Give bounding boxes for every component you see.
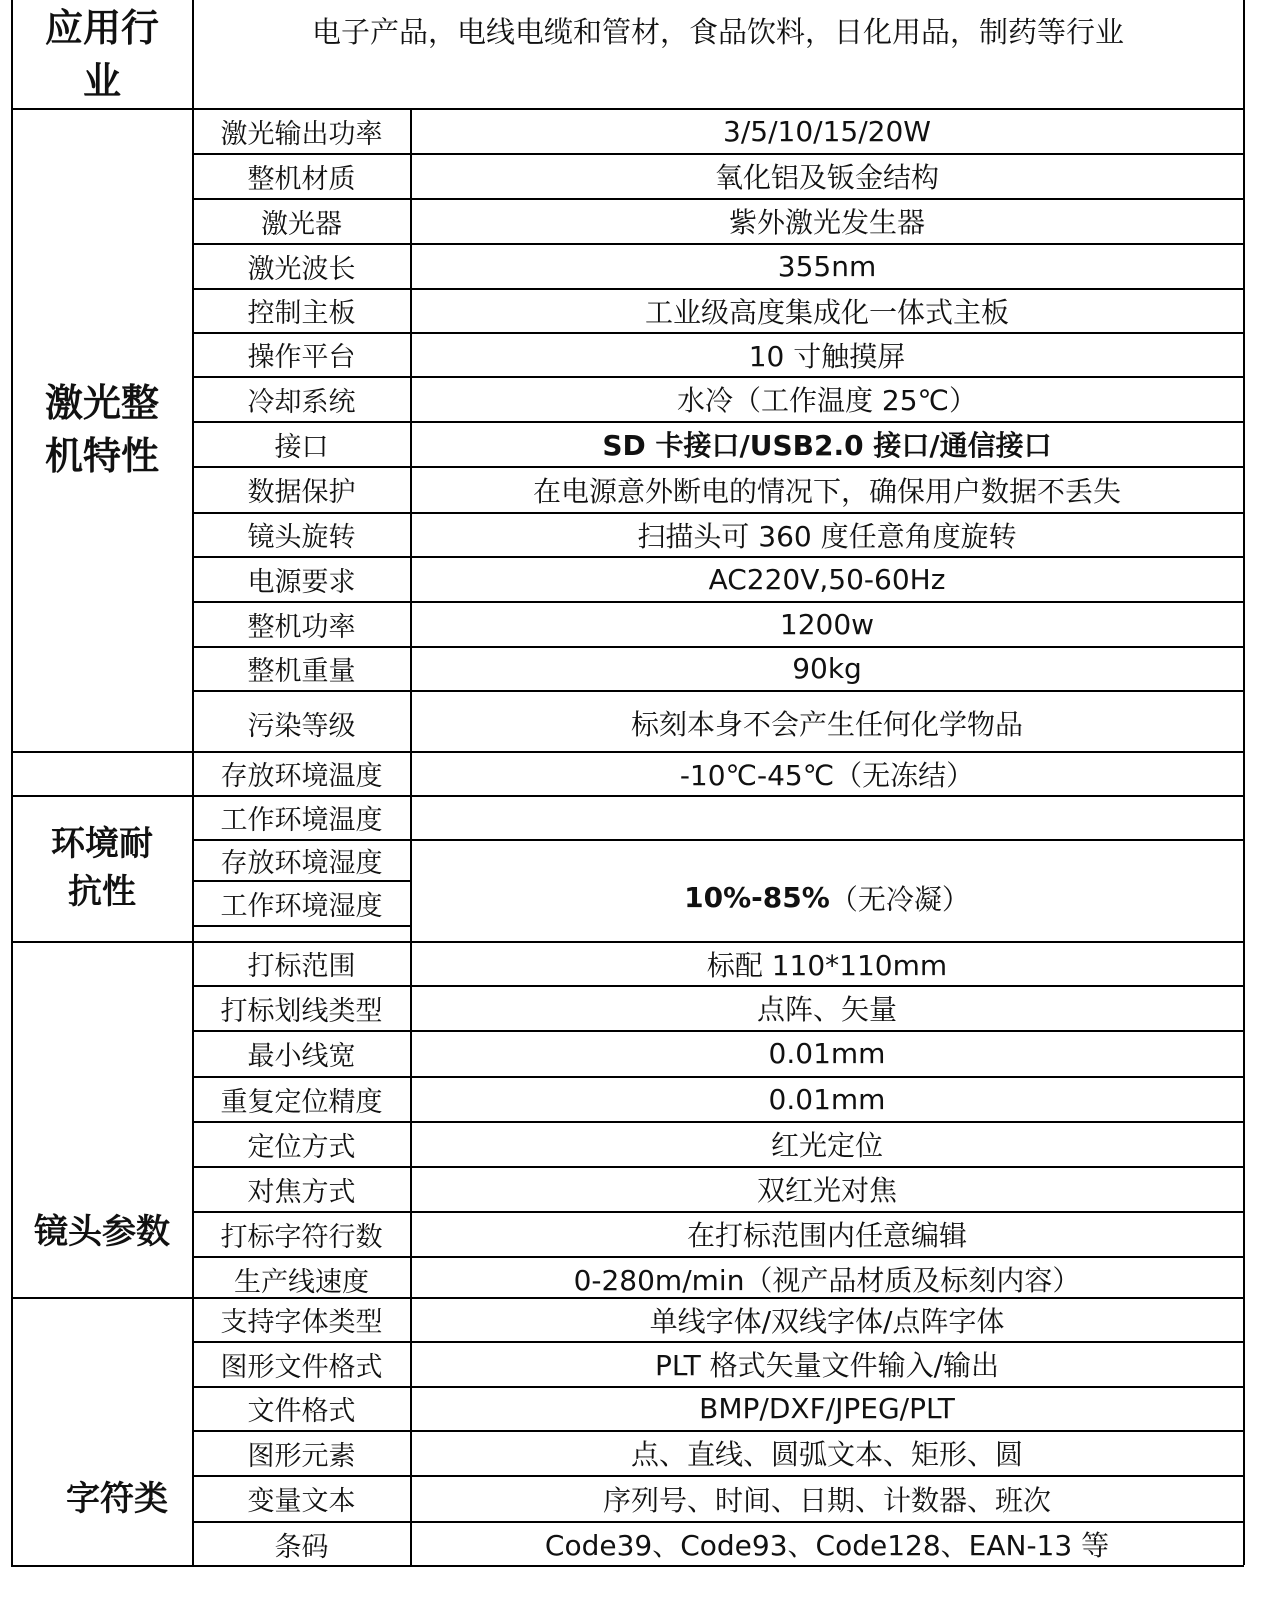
grid-line bbox=[192, 985, 1244, 987]
grid-line bbox=[192, 1475, 1244, 1477]
grid-line bbox=[192, 601, 1244, 603]
grid-line bbox=[1243, 0, 1245, 1565]
application-category: 应用行业 bbox=[44, 5, 159, 103]
grid-line bbox=[11, 941, 1244, 943]
grid-line bbox=[192, 1121, 1244, 1123]
grid-line bbox=[192, 332, 1244, 334]
spec-value: AC220V,50-60Hz bbox=[708, 562, 946, 596]
spec-value: 0.01mm bbox=[768, 1037, 886, 1070]
spec-label: 操作平台 bbox=[247, 342, 356, 373]
spec-value: 点阵、矢量 bbox=[756, 993, 897, 1026]
grid-line bbox=[11, 751, 1244, 753]
spec-label: 激光器 bbox=[261, 208, 342, 240]
laser-features-category: 激光整机特性 bbox=[44, 380, 159, 478]
spec-value: BMP/DXF/JPEG/PLT bbox=[699, 1392, 955, 1425]
grid-line bbox=[410, 108, 412, 1565]
spec-value: -10℃-45℃（无冻结） bbox=[679, 758, 975, 792]
grid-line bbox=[192, 288, 1244, 290]
spec-value: 紫外激光发生器 bbox=[728, 206, 925, 239]
spec-value: 10 寸触摸屏 bbox=[748, 339, 906, 373]
grid-line bbox=[192, 243, 1244, 245]
spec-value: PLT 格式矢量文件输入/输出 bbox=[654, 1349, 1000, 1382]
spec-label: 接口 bbox=[274, 431, 329, 463]
spec-label: 文件格式 bbox=[247, 1396, 356, 1427]
spec-label: 重复定位精度 bbox=[220, 1086, 383, 1118]
characters-category: 字符类 bbox=[66, 1479, 168, 1520]
spec-value: 单线字体/双线字体/点阵字体 bbox=[649, 1304, 1005, 1338]
environment-category: 环境耐抗性 bbox=[51, 823, 153, 912]
spec-label: 支持字体类型 bbox=[220, 1307, 383, 1338]
spec-label: 定位方式 bbox=[247, 1131, 356, 1163]
spec-label: 数据保护 bbox=[247, 477, 356, 508]
spec-value: 氧化铝及钣金结构 bbox=[714, 161, 939, 194]
humidity-value bbox=[411, 840, 1243, 941]
grid-line bbox=[192, 1030, 1244, 1032]
spec-value: 红光定位 bbox=[770, 1129, 883, 1162]
spec-value: 在电源意外断电的情况下，确保用户数据不丢失 bbox=[532, 474, 1121, 508]
spec-label: 电源要求 bbox=[247, 566, 356, 598]
grid-line bbox=[11, 108, 1244, 110]
grid-line bbox=[11, 0, 13, 1565]
grid-line bbox=[192, 153, 1244, 155]
grid-line bbox=[192, 1430, 1244, 1432]
spec-label: 污染等级 bbox=[247, 710, 356, 742]
grid-line bbox=[192, 839, 1244, 841]
grid-line bbox=[192, 1521, 1244, 1523]
spec-value: 1200w bbox=[779, 607, 875, 641]
spec-label: 激光输出功率 bbox=[220, 118, 383, 150]
spec-label: 条码 bbox=[274, 1531, 329, 1563]
grid-line bbox=[192, 556, 1244, 558]
spec-label: 冷却系统 bbox=[247, 386, 356, 418]
spec-label: 打标划线类型 bbox=[220, 995, 383, 1027]
spec-value: 0-280m/min（视产品材质及标刻内容） bbox=[573, 1264, 1081, 1297]
spec-label: 图形元素 bbox=[247, 1440, 356, 1472]
grid-line bbox=[192, 690, 1244, 692]
grid-line bbox=[192, 1341, 1244, 1343]
grid-line bbox=[11, 1297, 1244, 1299]
grid-line bbox=[192, 1386, 1244, 1388]
spec-label: 对焦方式 bbox=[247, 1176, 356, 1208]
grid-line bbox=[192, 466, 1244, 468]
spec-value: 标刻本身不会产生任何化学物品 bbox=[630, 708, 1023, 741]
spec-label: 整机功率 bbox=[247, 611, 356, 643]
grid-line bbox=[192, 512, 1244, 514]
humidity-note: （无冷凝） bbox=[829, 882, 970, 916]
grid-line bbox=[192, 1256, 1244, 1258]
spec-label: 整机材质 bbox=[247, 163, 356, 195]
spec-label: 变量文本 bbox=[247, 1486, 356, 1517]
spec-label: 存放环境温度 bbox=[220, 761, 383, 792]
spec-value: SD 卡接口/USB2.0 接口/通信接口 bbox=[602, 429, 1052, 462]
spec-label: 整机重量 bbox=[247, 656, 356, 687]
grid-line bbox=[11, 1565, 1244, 1567]
spec-value: 在打标范围内任意编辑 bbox=[686, 1219, 967, 1252]
spec-label: 镜头旋转 bbox=[247, 522, 356, 553]
spec-value: 90kg bbox=[792, 652, 862, 685]
spec-value: 0.01mm bbox=[768, 1082, 886, 1116]
spec-value: 标配 110*110mm bbox=[706, 948, 948, 982]
spec-value: 355nm bbox=[777, 249, 877, 283]
spec-value: 水冷（工作温度 25℃） bbox=[677, 384, 977, 417]
spec-label: 生产线速度 bbox=[234, 1266, 369, 1298]
spec-label: 控制主板 bbox=[247, 298, 356, 329]
spec-value: 扫描头可 360 度任意角度旋转 bbox=[637, 519, 1017, 553]
grid-line bbox=[11, 795, 1244, 797]
spec-value: 工业级高度集成化一体式主板 bbox=[644, 295, 1009, 329]
grid-line bbox=[192, 0, 194, 1565]
grid-line bbox=[192, 1166, 1244, 1168]
spec-label: 图形文件格式 bbox=[220, 1351, 383, 1383]
spec-label: 存放环境湿度 bbox=[220, 847, 383, 879]
spec-value: 双红光对焦 bbox=[756, 1174, 897, 1207]
grid-line bbox=[192, 1076, 1244, 1078]
grid-line bbox=[192, 646, 1244, 648]
grid-line bbox=[192, 376, 1244, 378]
spec-label: 工作环境湿度 bbox=[220, 890, 383, 922]
spec-label: 激光波长 bbox=[247, 253, 356, 285]
application-value: 电子产品，电线电缆和管材，食品饮料，日化用品，制药等行业 bbox=[311, 15, 1124, 49]
grid-line bbox=[192, 198, 1244, 200]
humidity-range: 10%-85% bbox=[684, 881, 830, 914]
spec-label: 最小线宽 bbox=[247, 1041, 356, 1072]
grid-line bbox=[192, 925, 411, 927]
spec-value: Code39、Code93、Code128、EAN-13 等 bbox=[544, 1529, 1110, 1562]
spec-label: 工作环境温度 bbox=[220, 805, 383, 836]
spec-value: 点、直线、圆弧文本、矩形、圆 bbox=[630, 1438, 1023, 1471]
spec-label: 打标字符行数 bbox=[220, 1221, 383, 1253]
spec-value: 3/5/10/15/20W bbox=[723, 114, 931, 148]
lens-category: 镜头参数 bbox=[34, 1211, 170, 1252]
grid-line bbox=[192, 421, 1244, 423]
grid-line bbox=[192, 880, 411, 882]
spec-label: 打标范围 bbox=[247, 951, 356, 982]
spec-value: 序列号、时间、日期、计数器、班次 bbox=[602, 1483, 1051, 1517]
grid-line bbox=[192, 1211, 1244, 1213]
